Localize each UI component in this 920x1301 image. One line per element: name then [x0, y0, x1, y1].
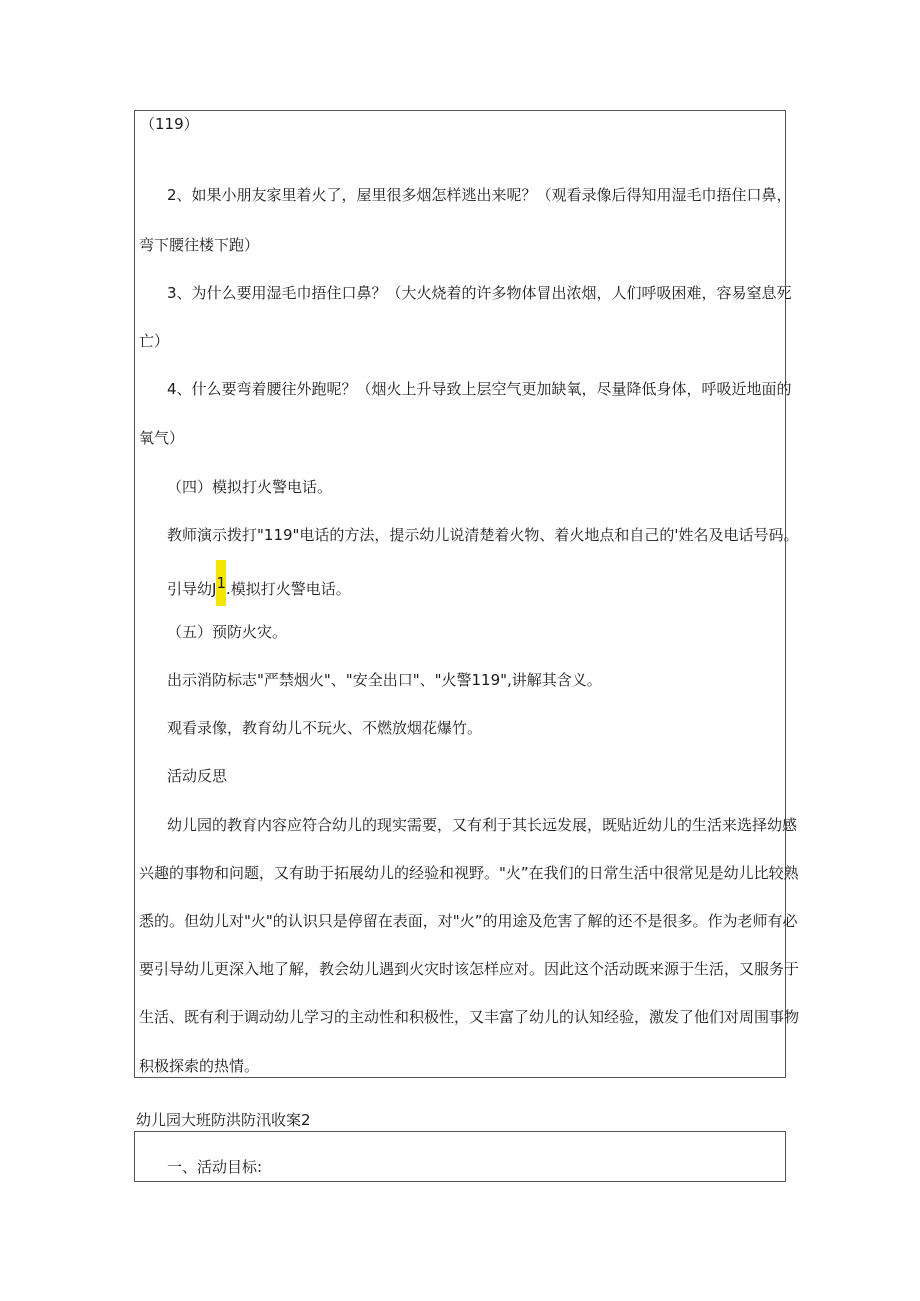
text-line-7: 氧气） — [139, 429, 185, 447]
text-line-5: 亡） — [139, 332, 170, 350]
objective-heading: 一、活动目标: — [167, 1158, 263, 1176]
guide-prefix: 引导幼J — [167, 580, 217, 598]
text-line-12: 观看录像，教育幼儿不玩火、不燃放烟花爆竹。 — [167, 719, 483, 737]
text-line-1: （119） — [140, 115, 199, 133]
text-line-4: 3、为什么要用湿毛巾捂住口鼻？（大火烧着的许多物体冒出浓烟，人们呼吸困难，容易窒息死 — [167, 284, 792, 302]
text-line-14: 幼儿园的教育内容应符合幼儿的现实需要，又有利于其长远发展，既贴近幼儿的生活来选择幼感 — [167, 816, 798, 834]
text-line-guide — [167, 573, 351, 606]
document-heading-2: 幼儿园大班防洪防汛收案2 — [136, 1111, 311, 1129]
text-line-19: 积极探索的热情。 — [139, 1057, 260, 1075]
text-line-6: 4、什么要弯着腰往外跑呢？（烟火上升导致上层空气更加缺氧，尽量降低身体，呼吸近地面的 — [167, 380, 792, 398]
text-line-18: 生活、既有利于调动幼儿学习的主动性和积极性，又丰富了幼儿的认知经验，激发了他们对周围事物 — [139, 1008, 800, 1026]
text-line-16: 悉的。但幼儿对"火"的认识只是停留在表面，对"火”的用途及危害了解的还不是很多。作为老师有必 — [139, 912, 798, 930]
text-line-2: 2、如果小朋友家里着火了，屋里很多烟怎样逃出来呢？（观看录像后得知用湿毛巾捂住口鼻， — [167, 186, 792, 204]
text-line-17: 要引导幼儿更深入地了解，教会幼儿遇到火灾时该怎样应对。因此这个活动既来源于生活，又服务于 — [139, 960, 800, 978]
guide-suffix: .模拟打火警电话。 — [225, 580, 351, 598]
highlight-mark: 1 — [216, 560, 226, 606]
text-line-15: 兴趣的事物和问题，又有助于拓展幼儿的经验和视野。"火”在我们的日常生活中很常见是幼儿比较熟 — [139, 864, 799, 882]
subheading-4: （四）模拟打火警电话。 — [167, 478, 333, 496]
section-title-reflection: 活动反思 — [167, 767, 228, 785]
text-line-11: 出示消防标志"严禁烟火"、"安全出口"、"火警119",讲解其含义。 — [167, 671, 602, 689]
text-line-3: 弯下腰往楼下跑） — [139, 236, 260, 254]
text-line-9: 教师演示拨打"119"电话的方法，提示幼儿说清楚着火物、着火地点和自己的'姓名及电话号码。 — [167, 526, 799, 544]
subheading-5: （五）预防火灾。 — [167, 623, 288, 641]
